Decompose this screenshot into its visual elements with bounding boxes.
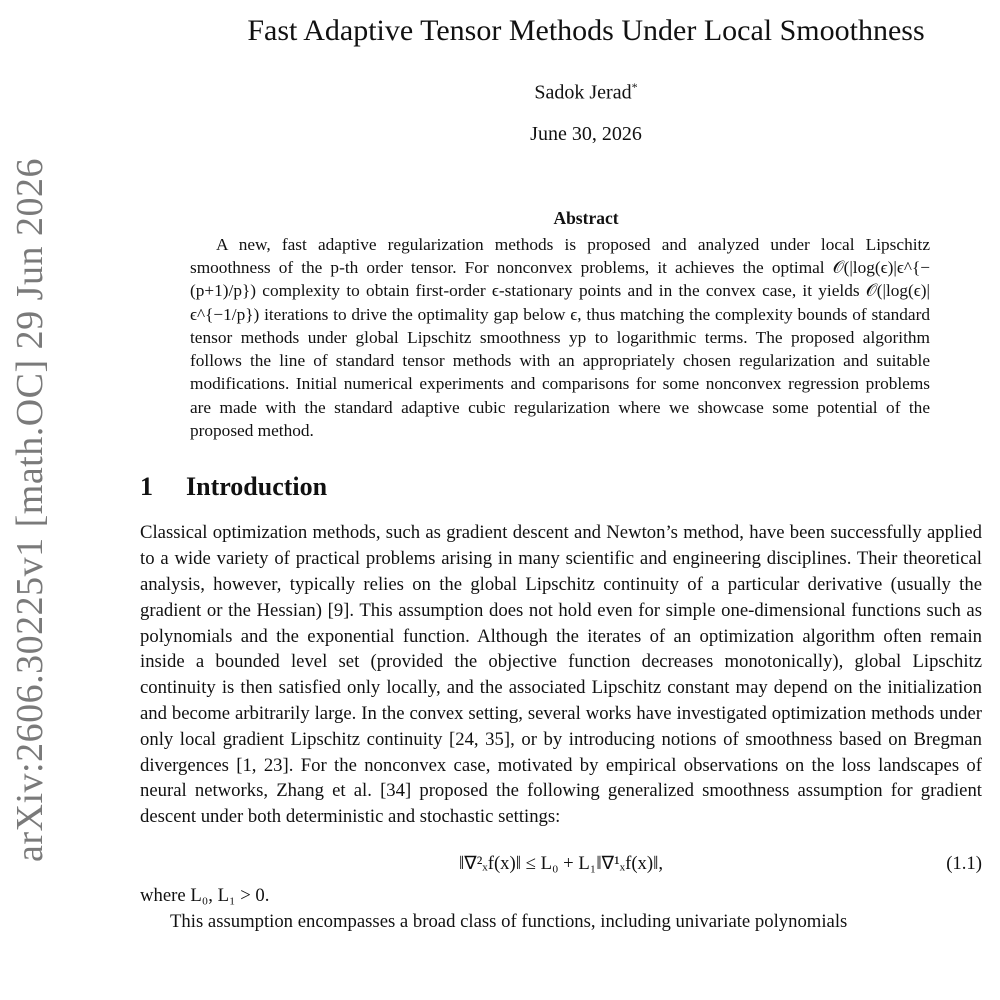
author-line (140, 80, 982, 105)
abstract-text: A new, fast adaptive regularization methods is proposed and analyzed under local Lipschitz smoothness of the p-th order tensor. For nonconvex problems, it achieves the optimal 𝒪(|log(ϵ)|ϵ^{−(p+1)/p}) complexity to obtain first-order ϵ-stationary points and in the convex case, it yields 𝒪(|log(ϵ)|ϵ^{−1/p}) iterations to drive the optimality gap below ϵ, thus matching the complexity bounds of standard tensor methods under global Lipschitz smoothness yp to logarithmic terms. The proposed algorithm follows the line of standard tensor methods with an appropriately chosen regularization and suitable modifications. Initial numerical experiments and comparisons for some nonconvex regression problems are made with the standard adaptive cubic regularization where we showcase some potential of the proposed method. (190, 234, 930, 441)
intro-paragraph: Classical optimization methods, such as gradient descent and Newton’s method, have been successfully applied to a wide variety of practical problems arising in many scientific and engineering disciplines. Their theoretical analysis, however, typically relies on the global Lipschitz continuity of a particular derivative (usually the gradient or the Hessian) [9]. This assumption does not hold even for simple one-dimensional functions such as polynomials and the exponential function. Although the iterates of an optimization algorithm often remain inside a bounded level set (provided the objective function decreases monotonically), global Lipschitz continuity is then satisfied only locally, and the associated Lipschitz constant may depend on the initialization and become arbitrarily large. In the convex setting, several works have investigated optimization methods under only local gradient Lipschitz continuity [24, 35], or by introducing notions of smoothness based on Bregman divergences [1, 23]. For the nonconvex case, motivated by empirical observations on the loss landscapes of neural networks, Zhang et al. [34] proposed the following generalized smoothness assumption for gradient descent under both deterministic and stochastic settings: (140, 522, 982, 828)
author-footnote-mark: * (631, 80, 638, 94)
paper-page (140, 0, 982, 933)
section-title: Introduction (186, 472, 328, 502)
section-heading-introduction (140, 472, 982, 502)
equation-1-1 (140, 849, 982, 879)
equation-body: ‖∇²ₓf(x)‖ ≤ L₀ + L₁‖∇¹ₓf(x)‖, (458, 852, 664, 874)
arxiv-stamp-text: arXiv:2606.30225v1 [math.OC] 29 Jun 2026 (9, 158, 52, 862)
author-name: Sadok Jerad (534, 81, 632, 104)
paper-date: June 30, 2026 (530, 122, 642, 145)
cut-off-text-line: This assumption encompasses a broad class of functions, including univariate polynomials (170, 910, 848, 932)
equation-number: (1.1) (946, 852, 982, 874)
arxiv-stamp (0, 150, 60, 870)
paper-title: Fast Adaptive Tensor Methods Under Local Smoothness (247, 14, 925, 47)
abstract-heading: Abstract (553, 207, 619, 228)
section-number: 1 (140, 472, 153, 502)
equation-where-clause: where L₀, L₁ > 0. (140, 884, 270, 906)
